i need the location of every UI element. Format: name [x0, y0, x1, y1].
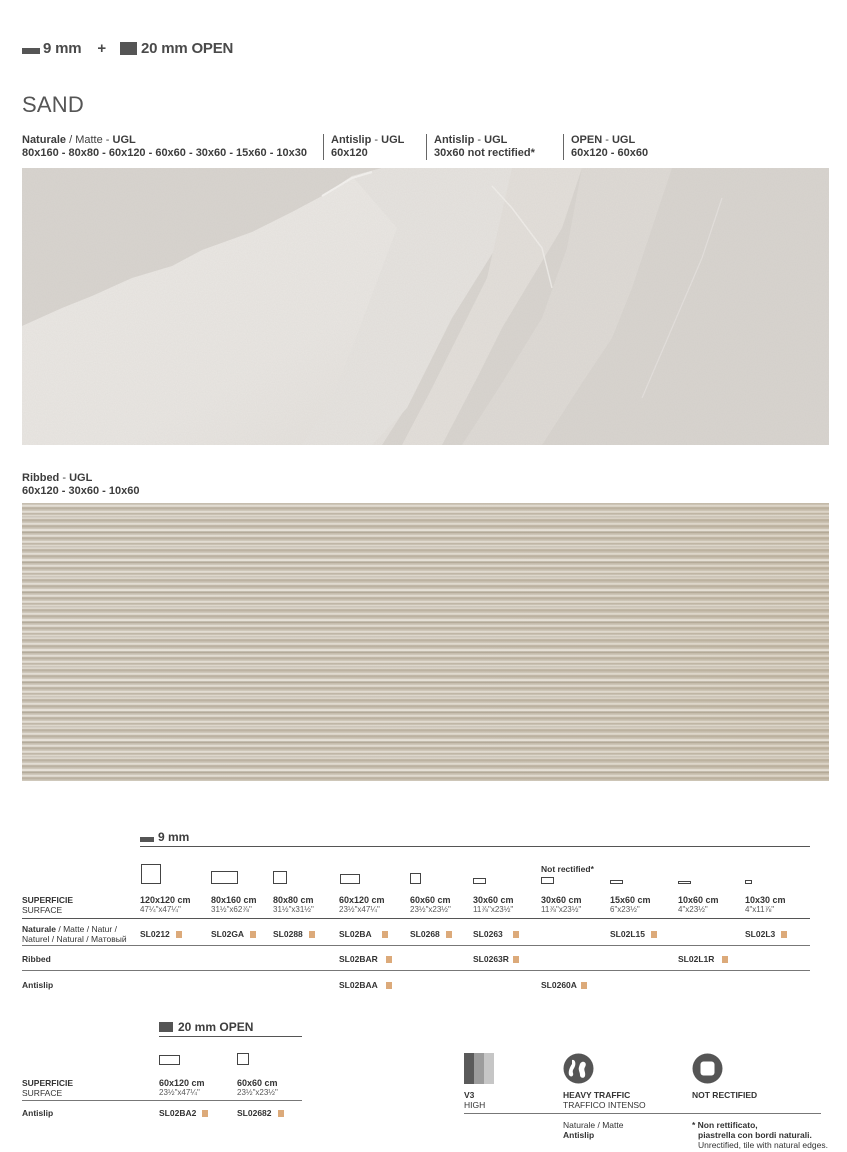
color-swatch	[513, 956, 519, 963]
size-label: 60x60 cm 23½"x23½"	[237, 1078, 278, 1097]
size-label: 60x120 cm 23½"x47¼"	[159, 1078, 205, 1097]
divider	[22, 918, 810, 919]
product-code: SL02BAA	[339, 980, 392, 990]
color-swatch	[581, 982, 587, 989]
size-60x60-shape	[237, 1053, 249, 1065]
size-120x120-shape	[141, 864, 161, 884]
size-label: 30x60 cm 11⅞"x23½"	[473, 895, 514, 914]
divider	[464, 1113, 821, 1114]
heavy-traffic-applies: Naturale / Matte Antislip	[563, 1120, 624, 1140]
spec-ribbed: Ribbed - UGL 60x120 - 30x60 - 10x60	[22, 472, 140, 497]
divider	[22, 945, 810, 946]
plus-sign: +	[97, 39, 106, 57]
color-swatch	[250, 931, 256, 938]
spec-open: OPEN - UGL 60x120 - 60x60	[563, 134, 648, 160]
product-code: SL0263R	[473, 954, 519, 964]
size-80x160-shape	[211, 871, 238, 884]
color-swatch	[382, 931, 388, 938]
thin-slab-icon	[22, 48, 40, 54]
color-swatch	[309, 931, 315, 938]
size-label: 80x160 cm 31½"x62⅞"	[211, 895, 257, 914]
shade-variation-icon	[464, 1053, 494, 1084]
product-code: SL02BA	[339, 929, 388, 939]
size-30x60-shape	[473, 878, 486, 884]
not-rectified-label: NOT RECTIFIED	[692, 1090, 758, 1100]
size-30x60-nr-shape	[541, 877, 554, 884]
size-10x60-shape	[678, 881, 691, 884]
table-9mm-title: 9 mm	[140, 830, 189, 844]
color-swatch	[446, 931, 452, 938]
product-code: SL0260A	[541, 980, 587, 990]
divider	[22, 1100, 302, 1101]
size-60x60-shape	[410, 873, 421, 884]
color-swatch	[651, 931, 657, 938]
size-label: 80x80 cm 31½"x31½"	[273, 895, 314, 914]
thin-slab-icon	[140, 837, 154, 842]
product-code: SL0212	[140, 929, 182, 939]
row-label-antislip: Antislip	[22, 980, 54, 990]
not-rectified-icon	[692, 1053, 723, 1084]
divider	[140, 846, 810, 847]
stone-texture-svg	[22, 168, 829, 445]
product-code: SL02L15	[610, 929, 657, 939]
product-code: SL02BA2	[159, 1108, 208, 1118]
size-label: 30x60 cm 11⅞"x23½"	[541, 895, 582, 914]
ribbed-texture-image	[22, 503, 829, 781]
size-label: 10x30 cm 4"x11⅞"	[745, 895, 786, 914]
color-swatch	[278, 1110, 284, 1117]
color-swatch	[386, 956, 392, 963]
spec-naturale: Naturale / Matte - UGL 80x160 - 80x80 - 60x120 - 60x60 - 30x60 - 15x60 - 10x30	[22, 134, 308, 159]
color-swatch	[386, 982, 392, 989]
product-code: SL02BAR	[339, 954, 392, 964]
thickness-9mm: 9 mm	[43, 39, 82, 57]
product-code: SL02GA	[211, 929, 256, 939]
size-label: 60x120 cm 23½"x47¼"	[339, 895, 385, 914]
color-swatch	[781, 931, 787, 938]
color-swatch	[513, 931, 519, 938]
table-20mm-title: 20 mm OPEN	[159, 1020, 253, 1034]
product-code: SL02L3	[745, 929, 787, 939]
spec-antislip-30x60: Antislip - UGL 30x60 not rectified*	[426, 134, 535, 160]
color-swatch	[722, 956, 728, 963]
size-60x120-shape	[340, 874, 360, 884]
row-label-ribbed: Ribbed	[22, 954, 51, 964]
heavy-traffic-label: HEAVY TRAFFIC TRAFFICO INTENSO	[563, 1090, 646, 1110]
product-code: SL0268	[410, 929, 452, 939]
not-rectified-note: Not rectified*	[541, 864, 594, 874]
color-title: SAND	[22, 92, 84, 117]
thick-slab-icon	[159, 1022, 173, 1032]
heavy-traffic-icon	[563, 1053, 594, 1084]
spec-antislip-60x120: Antislip - UGL 60x120	[323, 134, 404, 160]
size-10x30-shape	[745, 880, 752, 884]
row-label-antislip-20mm: Antislip	[22, 1108, 54, 1118]
size-label: 60x60 cm 23½"x23½"	[410, 895, 451, 914]
product-code: SL0288	[273, 929, 315, 939]
product-code: SL02682	[237, 1108, 284, 1118]
size-60x120-shape	[159, 1055, 180, 1065]
size-15x60-shape	[610, 880, 623, 884]
thickness-header	[22, 38, 233, 58]
surface-label: SUPERFICIE SURFACE	[22, 1078, 74, 1098]
size-label: 15x60 cm 6"x23½"	[610, 895, 651, 914]
not-rectified-footnote: * Non rettificato, piastrella con bordi naturali. Unrectified, tile with natural edges.	[692, 1120, 828, 1150]
ribbed-overlay	[22, 503, 829, 781]
product-code: SL02L1R	[678, 954, 728, 964]
thickness-20mm: 20 mm OPEN	[140, 39, 234, 57]
divider	[159, 1036, 302, 1037]
size-label: 120x120 cm 47¼"x47¼"	[140, 895, 191, 914]
row-label-naturale: Naturale / Matte / Natur / Naturel / Natural / Матовый	[22, 924, 127, 944]
color-swatch	[176, 931, 182, 938]
surface-label: SUPERFICIE SURFACE	[22, 895, 74, 915]
shade-variation-label: V3 HIGH	[464, 1090, 486, 1110]
color-swatch	[202, 1110, 208, 1117]
divider	[22, 970, 810, 971]
product-code: SL0263	[473, 929, 519, 939]
size-label: 10x60 cm 4"x23½"	[678, 895, 719, 914]
size-80x80-shape	[273, 871, 287, 884]
stone-texture-image	[22, 168, 829, 445]
thick-slab-icon	[120, 42, 137, 55]
